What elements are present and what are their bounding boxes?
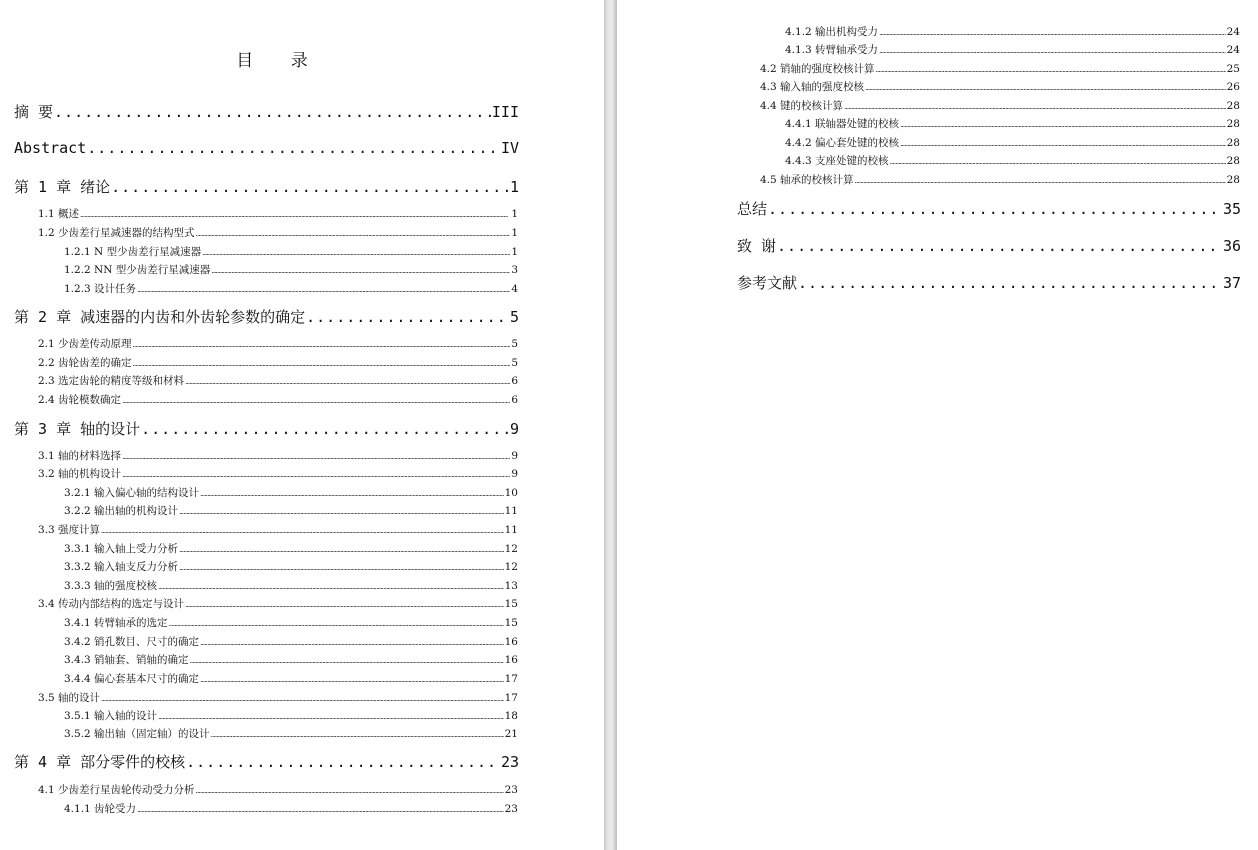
toc-chapter-entry[interactable] <box>14 176 519 198</box>
toc-section-entry[interactable] <box>38 522 518 536</box>
toc-page-number: 23 <box>500 753 519 771</box>
toc-subsection-entry[interactable] <box>64 801 518 815</box>
toc-section-entry[interactable] <box>38 392 518 406</box>
toc-dot-leader <box>122 468 510 480</box>
toc-entry-label: 3.4 传动内部结构的选定与设计 <box>38 598 185 610</box>
toc-page-number: 28 <box>1226 100 1240 112</box>
toc-entry-label: 3.1 轴的材料选择 <box>38 450 122 462</box>
toc-dot-leader <box>855 174 1226 186</box>
toc-subsection-entry[interactable] <box>785 135 1240 149</box>
toc-page-number: III <box>491 103 519 121</box>
toc-entry-label: 1.1 概述 <box>38 208 80 220</box>
toc-dot-leader <box>158 710 504 722</box>
toc-entry-label: 3.5.2 输出轴（固定轴）的设计 <box>64 728 210 740</box>
toc-subsection-entry[interactable] <box>64 485 518 499</box>
toc-page-number: 24 <box>1226 26 1240 38</box>
toc-section-entry[interactable] <box>760 79 1240 93</box>
toc-dot-leader <box>169 617 504 629</box>
toc-dot-leader <box>190 654 504 666</box>
toc-section-entry[interactable] <box>38 225 518 239</box>
toc-entry-label: 3.4.2 销孔数目、尺寸的确定 <box>64 636 200 648</box>
toc-entry-label: 3.3.3 轴的强度校核 <box>64 580 158 592</box>
toc-subsection-entry[interactable] <box>64 726 518 740</box>
toc-entry-label: 3.3 强度计算 <box>38 524 101 536</box>
toc-page-number: 12 <box>504 543 518 555</box>
toc-page-number: 9 <box>511 450 518 462</box>
toc-chapter-entry[interactable] <box>14 306 519 328</box>
toc-entry-label: 2.2 齿轮齿差的确定 <box>38 357 132 369</box>
toc-section-entry[interactable] <box>38 782 518 796</box>
toc-title: 目 录 <box>236 51 324 71</box>
toc-entry-label: 总结 <box>737 200 768 218</box>
toc-section-entry[interactable] <box>38 336 518 350</box>
toc-entry-label: 4.1.2 输出机构受力 <box>785 26 879 38</box>
toc-entry-label: 4.4.1 联轴器处键的校核 <box>785 118 900 130</box>
toc-subsection-entry[interactable] <box>785 116 1240 130</box>
toc-dot-leader <box>87 139 500 157</box>
toc-entry-label: 致 谢 <box>737 237 777 255</box>
toc-entry-label: 3.4.3 销轴套、销轴的确定 <box>64 654 189 666</box>
toc-entry-label: 3.2.2 输出轴的机构设计 <box>64 505 179 517</box>
toc-page-number: 24 <box>1226 44 1240 56</box>
toc-dot-leader <box>890 155 1226 167</box>
toc-entry-label: 2.3 选定齿轮的精度等级和材料 <box>38 375 185 387</box>
toc-subsection-entry[interactable] <box>64 244 518 258</box>
toc-entry-label: 第 4 章 部分零件的校核 <box>14 753 186 771</box>
toc-entry-label: 第 1 章 绪论 <box>14 178 111 196</box>
toc-entry-label: 3.4.4 偏心套基本尺寸的确定 <box>64 673 200 685</box>
toc-entry-label: 3.3.1 输入轴上受力分析 <box>64 543 179 555</box>
toc-page-number: 16 <box>504 654 518 666</box>
toc-entry-label: 4.1 少齿差行星齿轮传动受力分析 <box>38 784 195 796</box>
toc-dot-leader <box>133 357 511 369</box>
toc-entry-label: Abstract <box>14 139 87 157</box>
toc-entry-label: 4.2 销轴的强度校核计算 <box>760 63 875 75</box>
toc-page-number: 17 <box>504 673 518 685</box>
toc-section-entry[interactable] <box>38 373 518 387</box>
toc-subsection-entry[interactable] <box>64 671 518 685</box>
toc-section-entry[interactable] <box>38 355 518 369</box>
toc-dot-leader <box>185 598 504 610</box>
toc-page-number: 15 <box>504 598 518 610</box>
toc-entry-label: 1.2.1 N 型少齿差行星减速器 <box>64 246 202 258</box>
toc-section-entry[interactable] <box>38 690 518 704</box>
toc-dot-leader <box>196 784 504 796</box>
toc-dot-leader <box>900 118 1226 130</box>
toc-page-number: 3 <box>511 264 518 276</box>
toc-page-number: IV <box>500 139 519 157</box>
toc-page-number: 6 <box>511 375 518 387</box>
toc-entry-label: 2.1 少齿差传动原理 <box>38 338 132 350</box>
toc-entry-label: 4.4.2 偏心套处键的校核 <box>785 137 900 149</box>
toc-dot-leader <box>101 692 504 704</box>
toc-section-entry[interactable] <box>760 61 1240 75</box>
toc-dot-leader <box>137 283 510 295</box>
toc-subsection-entry[interactable] <box>64 262 518 276</box>
toc-page-number: 35 <box>1222 200 1241 218</box>
toc-entry-label: 4.1.1 齿轮受力 <box>64 803 137 815</box>
toc-entry-label: 3.5 轴的设计 <box>38 692 101 704</box>
toc-subsection-entry[interactable] <box>64 708 518 722</box>
toc-dot-leader <box>158 580 504 592</box>
toc-subsection-entry[interactable] <box>64 541 518 555</box>
toc-chapter-entry[interactable] <box>737 198 1241 220</box>
toc-subsection-entry[interactable] <box>785 153 1240 167</box>
toc-dot-leader <box>202 246 510 258</box>
toc-dot-leader <box>196 227 511 239</box>
toc-dot-leader <box>179 561 504 573</box>
toc-dot-leader <box>211 728 504 740</box>
toc-section-entry[interactable] <box>38 206 518 220</box>
toc-section-entry[interactable] <box>760 98 1240 112</box>
toc-subsection-entry[interactable] <box>785 42 1240 56</box>
toc-entry-label: 摘 要 <box>14 103 54 121</box>
toc-page-number: 10 <box>504 487 518 499</box>
toc-page-number: 1 <box>511 208 518 220</box>
toc-dot-leader <box>185 375 510 387</box>
toc-dot-leader <box>900 137 1226 149</box>
toc-dot-leader <box>54 103 491 121</box>
toc-entry-label: 1.2.2 NN 型少齿差行星减速器 <box>64 264 211 276</box>
toc-entry-label: 3.4.1 转臂轴承的选定 <box>64 617 168 629</box>
toc-dot-leader <box>777 237 1222 255</box>
toc-page-number: 1 <box>511 246 518 258</box>
toc-subsection-entry[interactable] <box>64 652 518 666</box>
toc-dot-leader <box>122 450 510 462</box>
toc-section-entry[interactable] <box>38 596 518 610</box>
toc-chapter-entry[interactable] <box>737 235 1241 257</box>
toc-page-number: 18 <box>504 710 518 722</box>
toc-entry-label: 2.4 齿轮模数确定 <box>38 394 122 406</box>
toc-dot-leader <box>179 543 504 555</box>
toc-dot-leader <box>798 274 1222 292</box>
toc-page-number: 17 <box>504 692 518 704</box>
toc-page-number: 13 <box>504 580 518 592</box>
toc-subsection-entry[interactable] <box>64 503 518 517</box>
toc-page-number: 37 <box>1222 274 1241 292</box>
toc-page-number: 28 <box>1226 137 1240 149</box>
toc-page-number: 15 <box>504 617 518 629</box>
toc-dot-leader <box>111 178 509 196</box>
toc-page-number: 16 <box>504 636 518 648</box>
toc-entry-label: 4.1.3 转臂轴承受力 <box>785 44 879 56</box>
document-page-right <box>617 0 1258 850</box>
toc-subsection-entry[interactable] <box>64 559 518 573</box>
toc-subsection-entry[interactable] <box>64 281 518 295</box>
toc-page-number: 23 <box>504 784 518 796</box>
toc-page-number: 9 <box>509 420 519 438</box>
toc-page-number: 5 <box>509 308 519 326</box>
toc-section-entry[interactable] <box>38 448 518 462</box>
page-gutter <box>604 0 617 850</box>
toc-dot-leader <box>844 100 1226 112</box>
toc-dot-leader <box>876 63 1226 75</box>
toc-entry-label: 第 2 章 减速器的内齿和外齿轮参数的确定 <box>14 308 306 326</box>
toc-dot-leader <box>133 338 511 350</box>
toc-entry-label: 第 3 章 轴的设计 <box>14 420 141 438</box>
toc-dot-leader <box>200 673 504 685</box>
document-page-left <box>0 0 604 850</box>
toc-chapter-entry[interactable] <box>14 101 519 123</box>
toc-dot-leader <box>141 420 509 438</box>
toc-page-number: 23 <box>504 803 518 815</box>
toc-dot-leader <box>80 208 510 220</box>
toc-chapter-entry[interactable] <box>14 418 519 440</box>
toc-chapter-entry[interactable] <box>14 139 519 161</box>
toc-entry-label: 3.2 轴的机构设计 <box>38 468 122 480</box>
toc-page-number: 28 <box>1226 155 1240 167</box>
toc-entry-label: 1.2 少齿差行星减速器的结构型式 <box>38 227 195 239</box>
toc-page-number: 9 <box>511 468 518 480</box>
toc-entry-label: 4.4.3 支座处键的校核 <box>785 155 889 167</box>
toc-entry-label: 4.5 轴承的校核计算 <box>760 174 854 186</box>
toc-dot-leader <box>879 44 1226 56</box>
toc-page-number: 4 <box>511 283 518 295</box>
toc-subsection-entry[interactable] <box>64 578 518 592</box>
toc-dot-leader <box>879 26 1226 38</box>
toc-chapter-entry[interactable] <box>737 272 1241 294</box>
toc-page-number: 1 <box>511 227 518 239</box>
toc-page-number: 5 <box>511 357 518 369</box>
toc-entry-label: 4.3 输入轴的强度校核 <box>760 81 865 93</box>
toc-section-entry[interactable] <box>38 466 518 480</box>
toc-entry-label: 4.4 键的校核计算 <box>760 100 844 112</box>
toc-dot-leader <box>865 81 1226 93</box>
toc-dot-leader <box>101 524 504 536</box>
toc-page-number: 36 <box>1222 237 1241 255</box>
toc-entry-label: 1.2.3 设计任务 <box>64 283 137 295</box>
toc-dot-leader <box>137 803 504 815</box>
toc-dot-leader <box>200 636 504 648</box>
toc-page-number: 28 <box>1226 118 1240 130</box>
toc-page-number: 1 <box>509 178 519 196</box>
toc-chapter-entry[interactable] <box>14 751 519 773</box>
toc-entry-label: 3.2.1 输入偏心轴的结构设计 <box>64 487 200 499</box>
toc-page-number: 11 <box>504 505 518 517</box>
toc-page-number: 5 <box>511 338 518 350</box>
toc-page-number: 12 <box>504 561 518 573</box>
toc-page-number: 6 <box>511 394 518 406</box>
toc-page-number: 11 <box>504 524 518 536</box>
toc-dot-leader <box>200 487 504 499</box>
toc-subsection-entry[interactable] <box>64 634 518 648</box>
toc-entry-label: 3.3.2 输入轴支反力分析 <box>64 561 179 573</box>
toc-section-entry[interactable] <box>760 172 1240 186</box>
toc-dot-leader <box>211 264 510 276</box>
toc-entry-label: 参考文献 <box>737 274 798 292</box>
toc-page-number: 28 <box>1226 174 1240 186</box>
toc-dot-leader <box>768 200 1222 218</box>
toc-page-number: 25 <box>1226 63 1240 75</box>
toc-dot-leader <box>179 505 504 517</box>
toc-entry-label: 3.5.1 输入轴的设计 <box>64 710 158 722</box>
toc-subsection-entry[interactable] <box>64 615 518 629</box>
toc-page-number: 21 <box>504 728 518 740</box>
toc-subsection-entry[interactable] <box>785 24 1240 38</box>
toc-dot-leader <box>186 753 500 771</box>
toc-dot-leader <box>122 394 510 406</box>
toc-dot-leader <box>306 308 509 326</box>
toc-page-number: 26 <box>1226 81 1240 93</box>
